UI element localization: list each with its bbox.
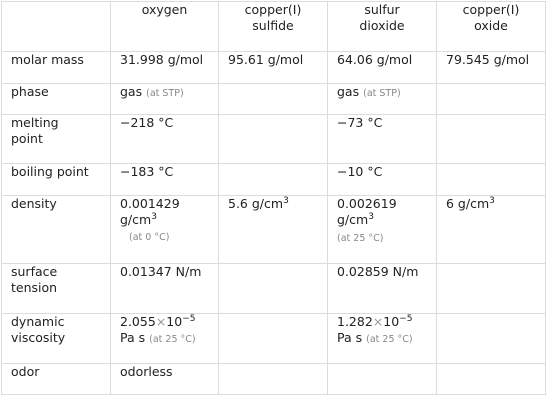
empty-cell <box>437 264 546 314</box>
cell-value: 95.61 g/mol <box>219 52 328 84</box>
empty-cell <box>219 84 328 115</box>
table-row-dynamic-viscosity <box>2 314 546 364</box>
empty-cell <box>437 314 546 364</box>
header-label: copper(I) oxide <box>462 2 520 33</box>
cell-value <box>111 196 219 264</box>
density-value: 5.6 g/cm <box>228 196 284 211</box>
row-label: surface tension <box>2 264 111 314</box>
times-sign: × <box>372 314 384 329</box>
cell-value <box>437 196 546 264</box>
cell-value: odorless <box>111 364 219 395</box>
empty-cell <box>437 164 546 196</box>
empty-cell <box>219 164 328 196</box>
empty-cell <box>437 115 546 164</box>
condition-note: (at STP) <box>363 88 401 99</box>
cell-value: −10 °C <box>328 164 437 196</box>
viscosity-exponent: −5 <box>182 314 196 325</box>
corner-cell <box>2 2 111 52</box>
empty-cell <box>219 264 328 314</box>
viscosity-unit: Pa s <box>337 330 363 345</box>
properties-table <box>1 1 546 395</box>
table-row-phase <box>2 84 546 115</box>
cell-value: 0.01347 N/m <box>111 264 219 314</box>
empty-cell <box>219 364 328 395</box>
header-label: sulfur dioxide <box>359 2 405 33</box>
row-label: melting point <box>2 115 111 164</box>
empty-cell <box>437 84 546 115</box>
condition-note: (at 25 °C) <box>366 334 413 345</box>
viscosity-base: 10 <box>166 314 183 329</box>
viscosity-mantissa: 2.055 <box>120 314 156 329</box>
condition-note: (at 25 °C) <box>337 233 384 244</box>
column-header-oxygen <box>111 2 219 52</box>
unit-exponent: 3 <box>283 196 289 207</box>
density-value: 0.002619 <box>337 196 397 211</box>
row-label: odor <box>2 364 111 395</box>
column-header-copper-oxide <box>437 2 546 52</box>
row-label: dynamic viscosity <box>2 314 111 364</box>
cell-value <box>111 314 219 364</box>
condition-note: (at 25 °C) <box>149 334 196 345</box>
viscosity-unit: Pa s <box>120 330 146 345</box>
cell-value: 0.02859 N/m <box>328 264 437 314</box>
column-header-sulfur-dioxide <box>328 2 437 52</box>
density-value: 0.001429 <box>120 196 180 211</box>
table-row-boiling-point <box>2 164 546 196</box>
unit-exponent: 3 <box>368 212 374 223</box>
table-row-melting-point <box>2 115 546 164</box>
cell-value <box>219 196 328 264</box>
table-row-odor <box>2 364 546 395</box>
density-unit: g/cm <box>120 212 152 227</box>
column-header-copper-sulfide <box>219 2 328 52</box>
cell-value: 64.06 g/mol <box>328 52 437 84</box>
header-label: copper(I) sulfide <box>244 2 302 33</box>
cell-value <box>111 84 219 115</box>
empty-cell <box>219 314 328 364</box>
row-label: density <box>2 196 111 264</box>
cell-value <box>328 314 437 364</box>
unit-exponent: 3 <box>489 196 495 207</box>
cell-value: 79.545 g/mol <box>437 52 546 84</box>
viscosity-mantissa: 1.282 <box>337 314 373 329</box>
phase-value: gas <box>337 84 360 99</box>
cell-value <box>328 196 437 264</box>
empty-cell <box>219 115 328 164</box>
unit-exponent: 3 <box>151 212 157 223</box>
cell-value <box>328 84 437 115</box>
header-label: oxygen <box>141 2 188 17</box>
density-unit: g/cm <box>337 212 369 227</box>
viscosity-base: 10 <box>383 314 400 329</box>
table-row-molar-mass <box>2 52 546 84</box>
cell-value: −218 °C <box>111 115 219 164</box>
header-row <box>2 2 546 52</box>
cell-value: −183 °C <box>111 164 219 196</box>
condition-note: (at 0 °C) <box>129 232 170 243</box>
empty-cell <box>437 364 546 395</box>
condition-note: (at STP) <box>146 88 184 99</box>
table-row-density <box>2 196 546 264</box>
row-label: molar mass <box>2 52 111 84</box>
cell-value: 31.998 g/mol <box>111 52 219 84</box>
empty-cell <box>328 364 437 395</box>
density-value: 6 g/cm <box>446 196 490 211</box>
times-sign: × <box>155 314 167 329</box>
table-row-surface-tension <box>2 264 546 314</box>
phase-value: gas <box>120 84 143 99</box>
row-label: phase <box>2 84 111 115</box>
viscosity-exponent: −5 <box>399 314 413 325</box>
row-label: boiling point <box>2 164 111 196</box>
cell-value: −73 °C <box>328 115 437 164</box>
